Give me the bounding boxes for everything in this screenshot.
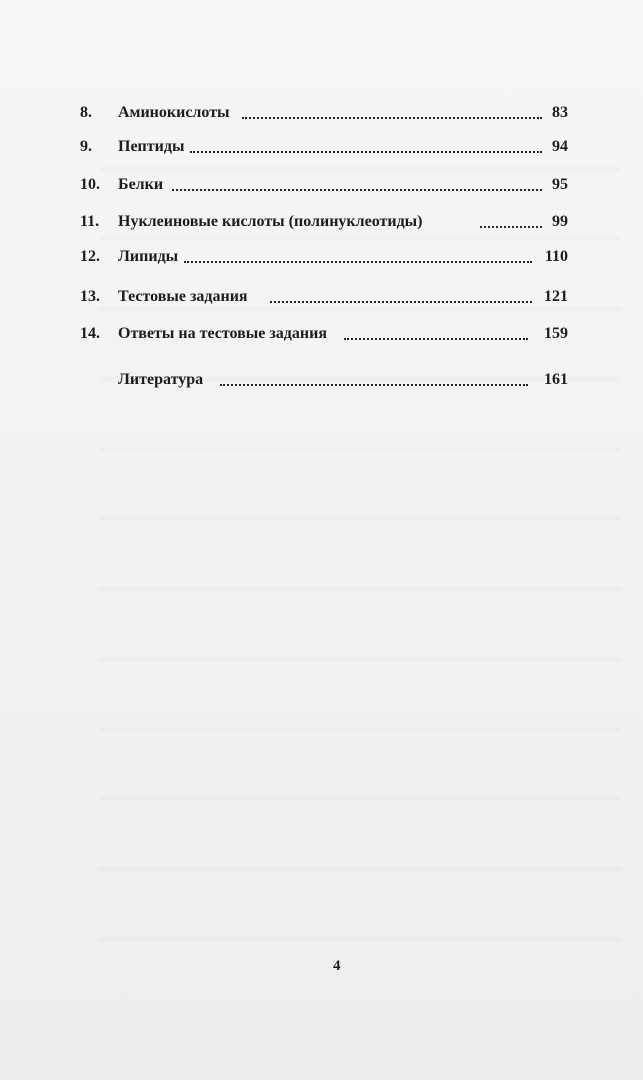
toc-entry xyxy=(80,284,568,310)
toc-leader-dots xyxy=(242,117,542,119)
toc-entry-title: Тестовые задания xyxy=(118,288,248,305)
toc-entry xyxy=(80,209,568,235)
toc-entry-number: 10. xyxy=(80,176,100,193)
toc-entry-title: Литература xyxy=(118,371,204,388)
toc-entry-title: Пептиды xyxy=(118,138,185,155)
toc-entry xyxy=(80,100,568,126)
toc-entry-page: 161 xyxy=(544,371,568,388)
toc-entry-page: 110 xyxy=(544,248,568,265)
page-number: 4 xyxy=(333,958,341,974)
toc-leader-dots xyxy=(344,338,528,340)
toc-entry-page: 95 xyxy=(552,176,568,193)
toc-entry-page: 83 xyxy=(552,104,568,121)
toc-entry-number: 13. xyxy=(80,288,100,305)
toc-entry-title: Липиды xyxy=(118,248,179,265)
toc-entry xyxy=(80,244,568,270)
toc-leader-dots xyxy=(172,189,542,191)
toc-entry-number: 12. xyxy=(80,248,100,265)
toc-entry-title: Белки xyxy=(118,176,164,193)
toc-entry-page: 94 xyxy=(552,138,568,155)
toc-entry-page: 99 xyxy=(552,213,568,230)
toc-leader-dots xyxy=(190,151,542,153)
toc-leader-dots xyxy=(480,226,542,228)
toc-entry-number: 9. xyxy=(80,138,92,155)
toc-leader-dots xyxy=(270,301,532,303)
toc-entry-page: 159 xyxy=(544,325,568,342)
toc-entry xyxy=(80,367,568,393)
toc-leader-dots xyxy=(184,261,532,263)
toc-entry-title: Аминокислоты xyxy=(118,104,230,121)
toc-entry-number: 8. xyxy=(80,104,92,121)
toc-leader-dots xyxy=(220,384,528,386)
toc-entry xyxy=(80,134,568,160)
toc-entry xyxy=(80,172,568,198)
toc-entry-page: 121 xyxy=(544,288,568,305)
toc-entry-title: Нуклеиновые кислоты (полинуклеотиды) xyxy=(118,213,423,230)
toc-entry xyxy=(80,321,568,347)
toc-entry-number: 14. xyxy=(80,325,100,342)
toc-entry-title: Ответы на тестовые задания xyxy=(118,325,327,342)
toc-entry-number: 11. xyxy=(80,213,100,230)
